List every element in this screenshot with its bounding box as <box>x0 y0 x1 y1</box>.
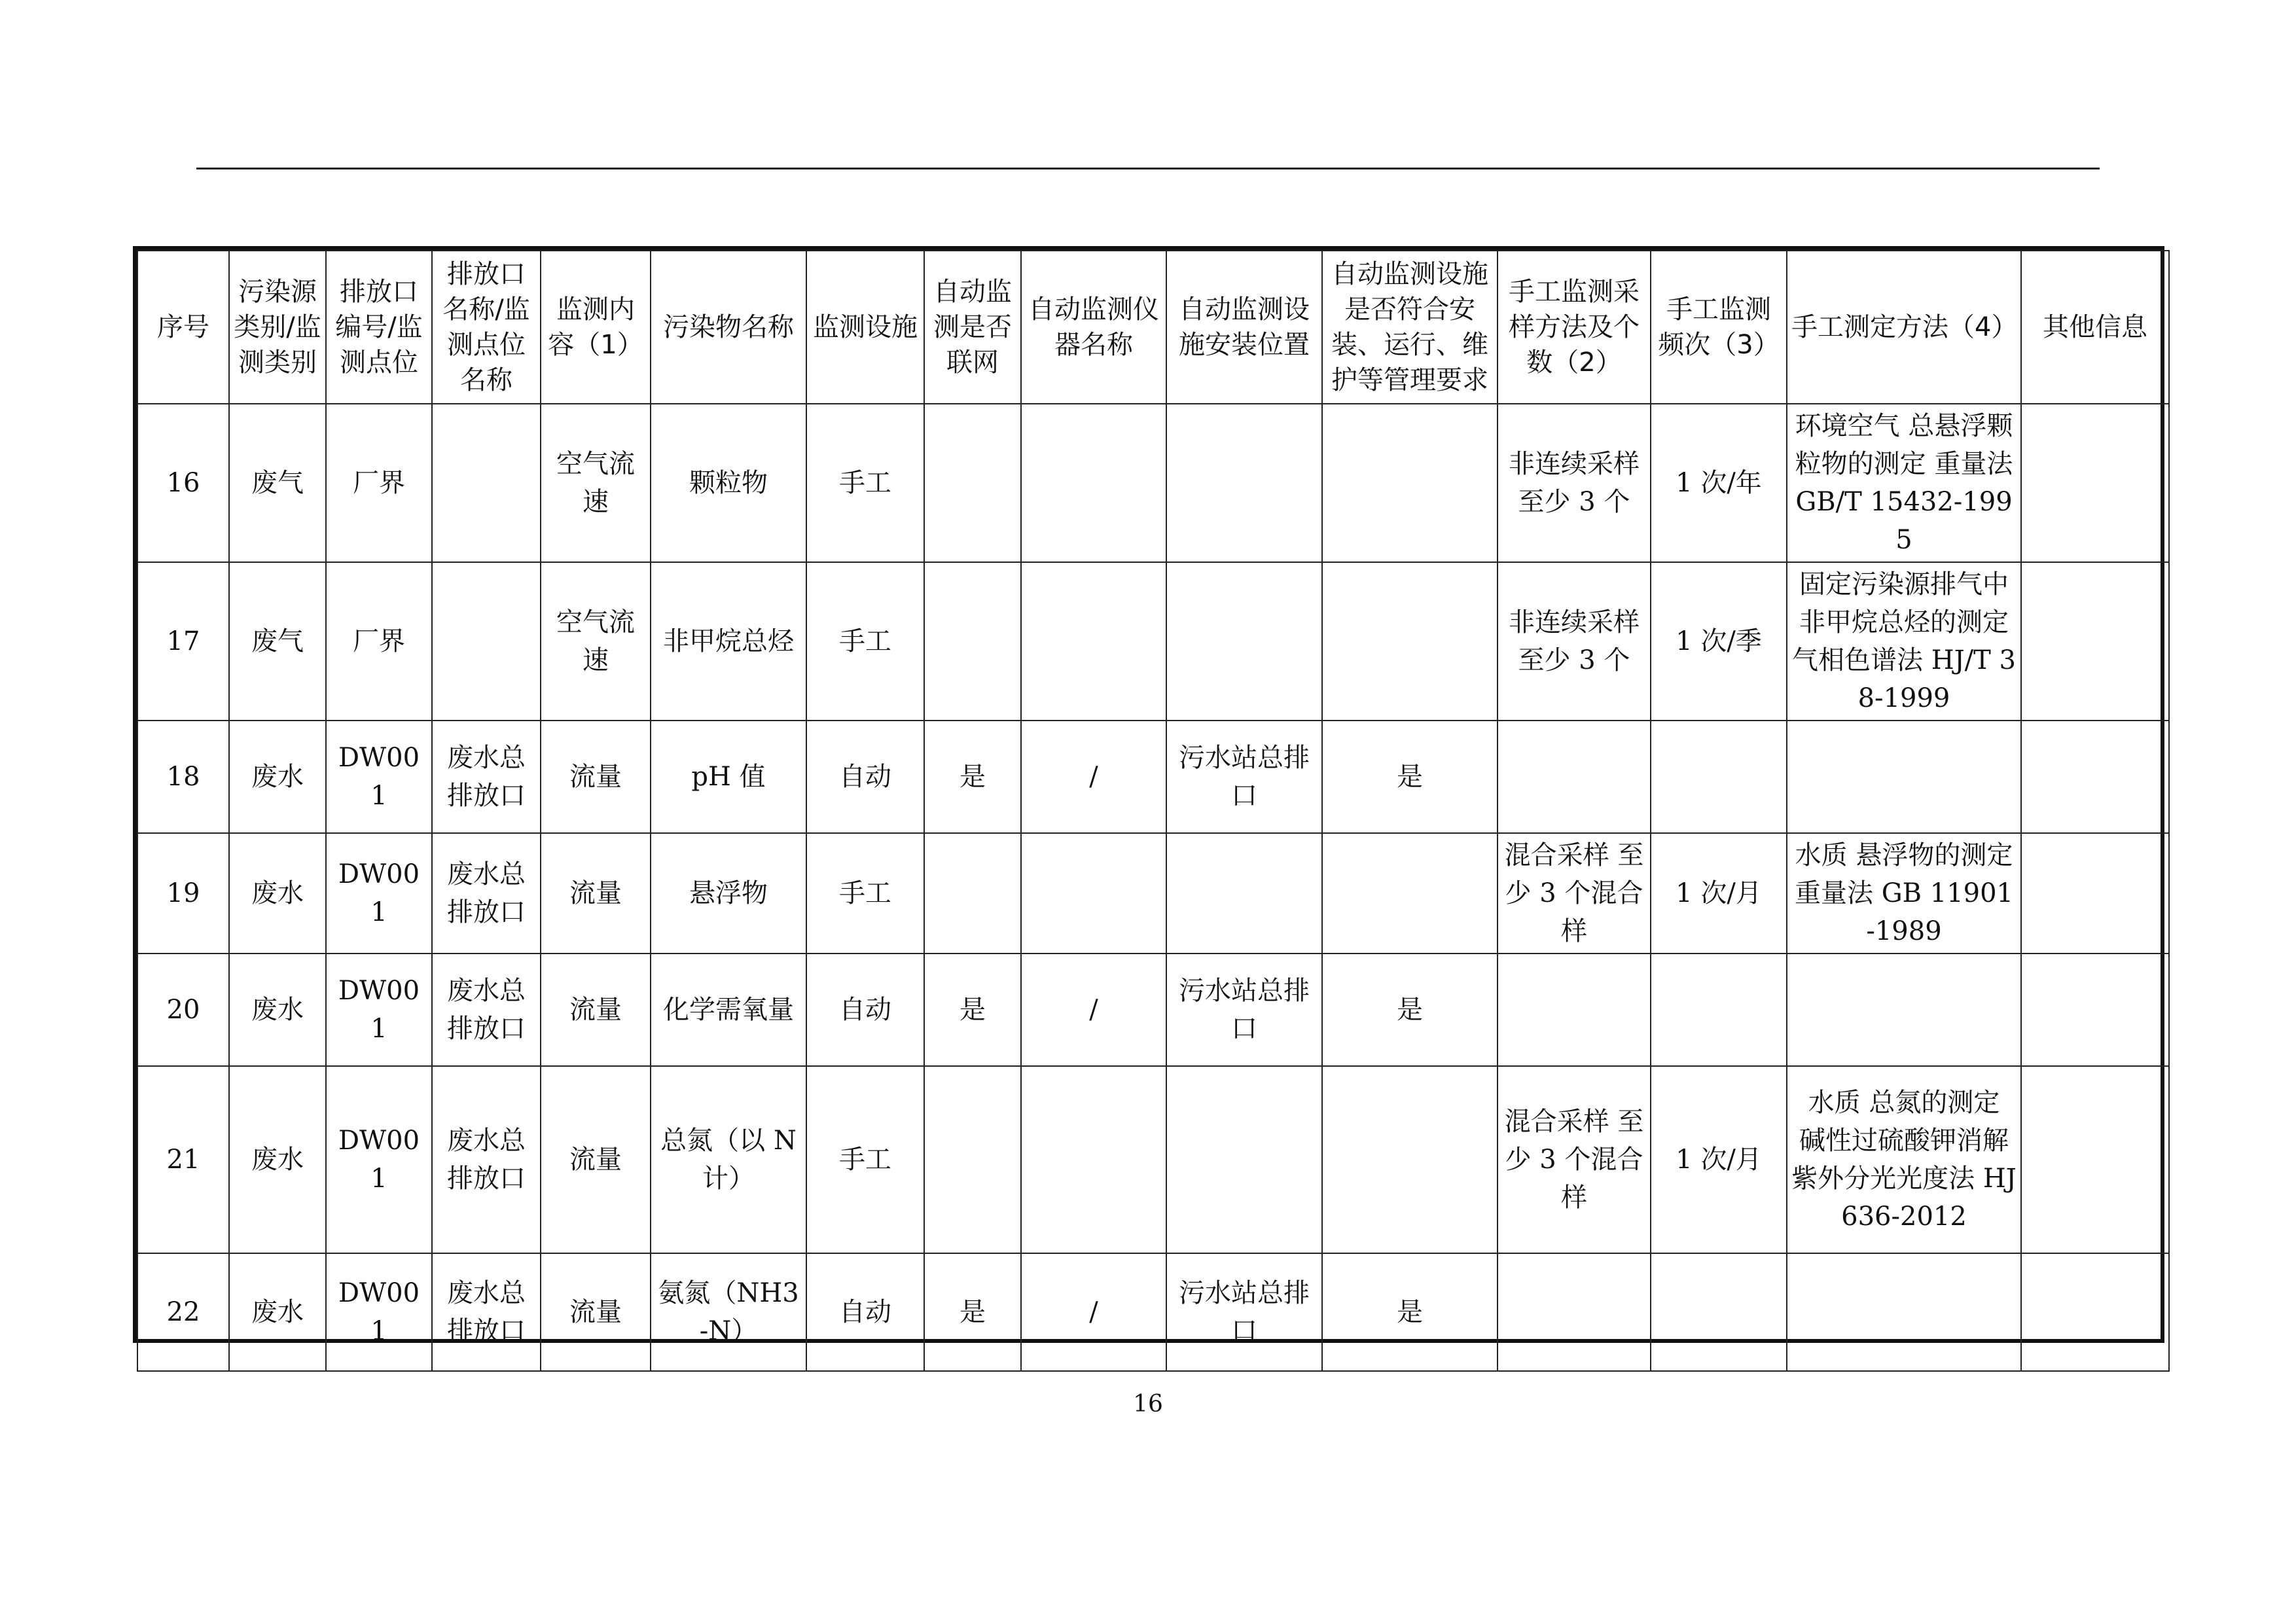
table-cell <box>1322 1066 1498 1253</box>
table-cell: 16 <box>137 404 229 562</box>
table-cell <box>2021 833 2169 954</box>
table-cell: 1 次/季 <box>1651 562 1787 721</box>
monitoring-table <box>137 250 2170 1372</box>
table-row <box>137 1066 2169 1253</box>
table-cell <box>1651 954 1787 1066</box>
table-cell: 流量 <box>541 1066 651 1253</box>
column-header: 自动监测设施是否符合安装、运行、维护等管理要求 <box>1322 251 1498 404</box>
table-cell: 是 <box>1322 1253 1498 1371</box>
table-cell: 厂界 <box>326 404 432 562</box>
table-cell: 污水站总排口 <box>1166 954 1322 1066</box>
table-cell <box>2021 721 2169 833</box>
table-cell: 水质 总氮的测定 碱性过硫酸钾消解紫外分光光度法 HJ 636-2012 <box>1787 1066 2021 1253</box>
table-cell <box>2021 1253 2169 1371</box>
table-cell: 自动 <box>806 954 924 1066</box>
table-cell: 20 <box>137 954 229 1066</box>
table-cell: 1 次/月 <box>1651 833 1787 954</box>
table-cell <box>1498 954 1651 1066</box>
table-cell: 污水站总排口 <box>1166 721 1322 833</box>
table-cell <box>1166 562 1322 721</box>
table-cell <box>1322 833 1498 954</box>
table-cell: pH 值 <box>651 721 806 833</box>
table-cell: / <box>1021 1253 1166 1371</box>
table-row <box>137 1253 2169 1371</box>
table-cell <box>1787 954 2021 1066</box>
table-row <box>137 562 2169 721</box>
table-cell <box>1166 833 1322 954</box>
table-cell: 混合采样 至少 3 个混合样 <box>1498 1066 1651 1253</box>
table-cell <box>1498 1253 1651 1371</box>
table-cell: 自动 <box>806 721 924 833</box>
table-cell <box>2021 954 2169 1066</box>
table-cell: DW001 <box>326 833 432 954</box>
table-cell: DW001 <box>326 1253 432 1371</box>
column-header: 手工监测采样方法及个数（2） <box>1498 251 1651 404</box>
table-cell <box>432 562 541 721</box>
table-cell: 空气流速 <box>541 404 651 562</box>
table-cell: 非连续采样 至少 3 个 <box>1498 562 1651 721</box>
column-header: 自动监测设施安装位置 <box>1166 251 1322 404</box>
table-cell: 18 <box>137 721 229 833</box>
table-cell: DW001 <box>326 954 432 1066</box>
table-cell: 流量 <box>541 833 651 954</box>
column-header: 自动监测仪器名称 <box>1021 251 1166 404</box>
table-cell: 废水总排放口 <box>432 1066 541 1253</box>
table-cell: 颗粒物 <box>651 404 806 562</box>
table-cell: 是 <box>924 954 1021 1066</box>
table-cell: 流量 <box>541 954 651 1066</box>
table-cell <box>2021 404 2169 562</box>
table-cell: 氨氮（NH3-N） <box>651 1253 806 1371</box>
table-cell: 1 次/年 <box>1651 404 1787 562</box>
header-rule <box>196 168 2100 169</box>
table-row <box>137 721 2169 833</box>
table-cell: 流量 <box>541 721 651 833</box>
table-cell <box>1021 833 1166 954</box>
table-cell: 废水总排放口 <box>432 954 541 1066</box>
table-cell: 22 <box>137 1253 229 1371</box>
column-header: 手工测定方法（4） <box>1787 251 2021 404</box>
table-cell: 总氮（以 N 计） <box>651 1066 806 1253</box>
column-header: 排放口名称/监测点位名称 <box>432 251 541 404</box>
table-cell <box>1166 1066 1322 1253</box>
table-cell: 21 <box>137 1066 229 1253</box>
column-header: 排放口编号/监测点位 <box>326 251 432 404</box>
page-number: 16 <box>1133 1391 1163 1418</box>
table-cell <box>1166 404 1322 562</box>
table-cell: 非甲烷总烃 <box>651 562 806 721</box>
table-cell: 是 <box>1322 954 1498 1066</box>
table-cell: 是 <box>1322 721 1498 833</box>
table-cell <box>1498 721 1651 833</box>
header-row <box>137 251 2169 404</box>
table-cell: 污水站总排口 <box>1166 1253 1322 1371</box>
table-cell: 废水 <box>229 833 326 954</box>
table-cell <box>1021 1066 1166 1253</box>
table-cell <box>2021 562 2169 721</box>
column-header: 监测设施 <box>806 251 924 404</box>
table-cell: 混合采样 至少 3 个混合样 <box>1498 833 1651 954</box>
table-cell: 手工 <box>806 1066 924 1253</box>
table-cell: 非连续采样 至少 3 个 <box>1498 404 1651 562</box>
table-cell: 流量 <box>541 1253 651 1371</box>
table-cell: 环境空气 总悬浮颗粒物的测定 重量法 GB/T 15432-1995 <box>1787 404 2021 562</box>
table-cell: DW001 <box>326 1066 432 1253</box>
table-cell: 厂界 <box>326 562 432 721</box>
table-cell: 废水总排放口 <box>432 721 541 833</box>
table-cell <box>1021 404 1166 562</box>
table-body <box>137 404 2169 1371</box>
table-cell <box>1322 562 1498 721</box>
table-row <box>137 833 2169 954</box>
table-cell: / <box>1021 721 1166 833</box>
table-cell: 手工 <box>806 833 924 954</box>
table-cell <box>924 1066 1021 1253</box>
table-cell: 手工 <box>806 562 924 721</box>
table-cell: 固定污染源排气中非甲烷总烃的测定 气相色谱法 HJ/T 38-1999 <box>1787 562 2021 721</box>
table-cell: 17 <box>137 562 229 721</box>
table-cell <box>1787 721 2021 833</box>
monitoring-table-container <box>133 246 2164 1346</box>
table-cell <box>1651 1253 1787 1371</box>
table-cell: 空气流速 <box>541 562 651 721</box>
table-cell <box>924 404 1021 562</box>
table-cell: DW001 <box>326 721 432 833</box>
column-header: 序号 <box>137 251 229 404</box>
column-header: 污染源类别/监测类别 <box>229 251 326 404</box>
table-cell <box>1787 1253 2021 1371</box>
table-cell: 1 次/月 <box>1651 1066 1787 1253</box>
column-header: 监测内容（1） <box>541 251 651 404</box>
table-cell: 废水 <box>229 721 326 833</box>
table-cell: 废水总排放口 <box>432 833 541 954</box>
table-cell: 是 <box>924 721 1021 833</box>
table-cell: / <box>1021 954 1166 1066</box>
table-cell: 水质 悬浮物的测定 重量法 GB 11901-1989 <box>1787 833 2021 954</box>
table-row <box>137 954 2169 1066</box>
table-cell: 手工 <box>806 404 924 562</box>
table-cell: 废气 <box>229 562 326 721</box>
table-cell: 废水 <box>229 1253 326 1371</box>
column-header: 手工监测频次（3） <box>1651 251 1787 404</box>
table-cell: 19 <box>137 833 229 954</box>
table-cell <box>924 833 1021 954</box>
table-cell: 废水总排放口 <box>432 1253 541 1371</box>
table-cell: 自动 <box>806 1253 924 1371</box>
table-cell: 是 <box>924 1253 1021 1371</box>
table-cell: 悬浮物 <box>651 833 806 954</box>
table-cell: 废水 <box>229 1066 326 1253</box>
table-cell <box>1021 562 1166 721</box>
column-header: 污染物名称 <box>651 251 806 404</box>
table-cell: 化学需氧量 <box>651 954 806 1066</box>
table-cell <box>432 404 541 562</box>
table-cell <box>924 562 1021 721</box>
table-cell: 废水 <box>229 954 326 1066</box>
table-cell <box>2021 1066 2169 1253</box>
column-header: 其他信息 <box>2021 251 2169 404</box>
table-cell <box>1651 721 1787 833</box>
table-cell <box>1322 404 1498 562</box>
table-cell: 废气 <box>229 404 326 562</box>
table-row <box>137 404 2169 562</box>
column-header: 自动监测是否联网 <box>924 251 1021 404</box>
